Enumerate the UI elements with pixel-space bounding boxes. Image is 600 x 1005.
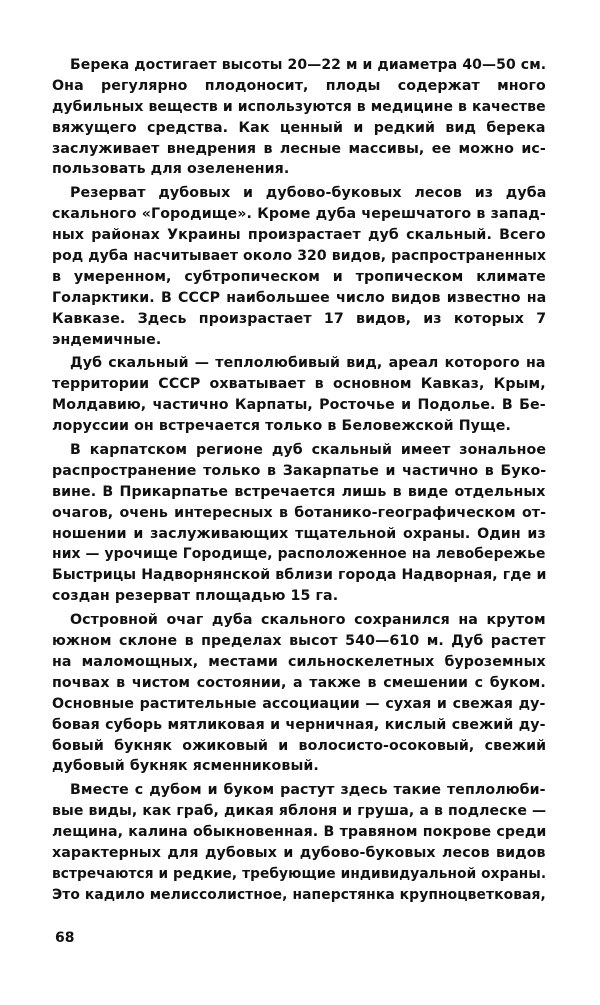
- book-page-text: [52, 55, 546, 909]
- text-line: почвах в чистом состоянии, а также в смешении с буком.: [52, 674, 546, 691]
- text-line: дубовый букняк ясменниковый.: [52, 758, 319, 775]
- paragraph-5: [52, 610, 546, 777]
- paragraph-1: [52, 55, 546, 180]
- text-line: Берека достигает высоты 20—22 м и диаметра 40—50 см.: [70, 57, 547, 73]
- text-line: В карпатском регионе дуб скальный имеет зональное: [70, 442, 547, 459]
- text-line: Вместе с дубом и буком растут здесь такие теплолюби-: [70, 782, 546, 799]
- text-line: Это кадило мелиссолистное, наперстянка крупноцветковая,: [52, 886, 546, 903]
- text-line: Кавказе. Здесь произрастает 17 видов, из которых 7: [52, 310, 547, 327]
- text-line: дубильных веществ и используются в медицине в качестве: [52, 98, 546, 115]
- text-line: встречаются и редкие, требующие индивидуальной охраны.: [52, 865, 547, 882]
- text-line: характерных для дубовых и дубово-буковых лесов видов: [52, 844, 546, 861]
- text-line: ных районах Украины произрастает дуб скальный. Всего: [52, 227, 546, 244]
- text-line: бовый букняк ожиковый и волосисто-осоковый, свежий: [52, 737, 547, 754]
- text-line: род дуба насчитывает около 320 видов, распространенных: [52, 248, 547, 265]
- text-line: очагов, очень интересных в ботанико-географическом от-: [52, 504, 547, 521]
- text-line: скального «Городище». Кроме дуба черешчатого в запад-: [52, 206, 546, 223]
- section-heading-line: Резерват дубовых и дубово-буковых лесов из дуба: [70, 185, 547, 202]
- text-line: создан резерват площадью 15 га.: [52, 588, 339, 605]
- paragraph-reserve-heading: [52, 183, 546, 350]
- text-line: пользовать для озеленения.: [52, 161, 290, 178]
- text-line: вяжущего средства. Как ценный и редкий вид берека: [52, 119, 546, 136]
- text-line: них — урочище Городище, расположенное на левобережье: [52, 546, 546, 563]
- text-line: Дуб скальный — теплолюбивый вид, ареал которого на: [70, 355, 546, 372]
- text-line: Она регулярно плодоносит, плоды содержат много: [52, 77, 546, 94]
- text-line: бовая суборь мятликовая и черничная, кислый свежий ду-: [52, 716, 546, 733]
- text-line: вые виды, как граб, дикая яблоня и груша, а в подлеске —: [52, 803, 547, 820]
- text-line: Голарктики. В СССР наибольшее число видов известно на: [52, 289, 547, 306]
- text-line: Островной очаг дуба скального сохранился на крутом: [70, 612, 546, 629]
- page-number: 68: [55, 930, 75, 946]
- text-line: эндемичные.: [52, 331, 162, 348]
- text-line: лещина, калина обыкновенная. В травяном покрове среди: [52, 824, 547, 841]
- text-line: Быстрицы Надворнянской вблизи города Надворная, где и: [52, 567, 547, 584]
- text-line: южном склоне в пределах высот 540—610 м. Дуб растет: [52, 633, 546, 650]
- text-line: в умеренном, субтропическом и тропическом климате: [52, 268, 546, 285]
- text-line: вине. В Прикарпатье встречается лишь в виде отдельных: [52, 483, 546, 500]
- text-line: Молдавию, частично Карпаты, Росточье и Подолье. В Бе-: [52, 397, 546, 414]
- text-line: ношении и заслуживающих тщательной охраны. Один из: [52, 525, 546, 542]
- text-line: лоруссии он встречается только в Беловежской Пуще.: [52, 418, 512, 435]
- paragraph-3: [52, 353, 546, 437]
- paragraph-4: [52, 440, 546, 607]
- text-line: заслуживает внедрения в лесные массивы, ее можно ис-: [52, 140, 546, 157]
- text-line: распространение только в Закарпатье и частично в Буко-: [52, 462, 547, 479]
- text-line: территории СССР охватывает в основном Кавказ, Крым,: [52, 376, 546, 393]
- text-line: на маломощных, местами сильноскелетных буроземных: [52, 653, 546, 670]
- paragraph-6: [52, 780, 546, 905]
- text-line: Основные растительные ассоциации — сухая и свежая ду-: [52, 695, 546, 712]
